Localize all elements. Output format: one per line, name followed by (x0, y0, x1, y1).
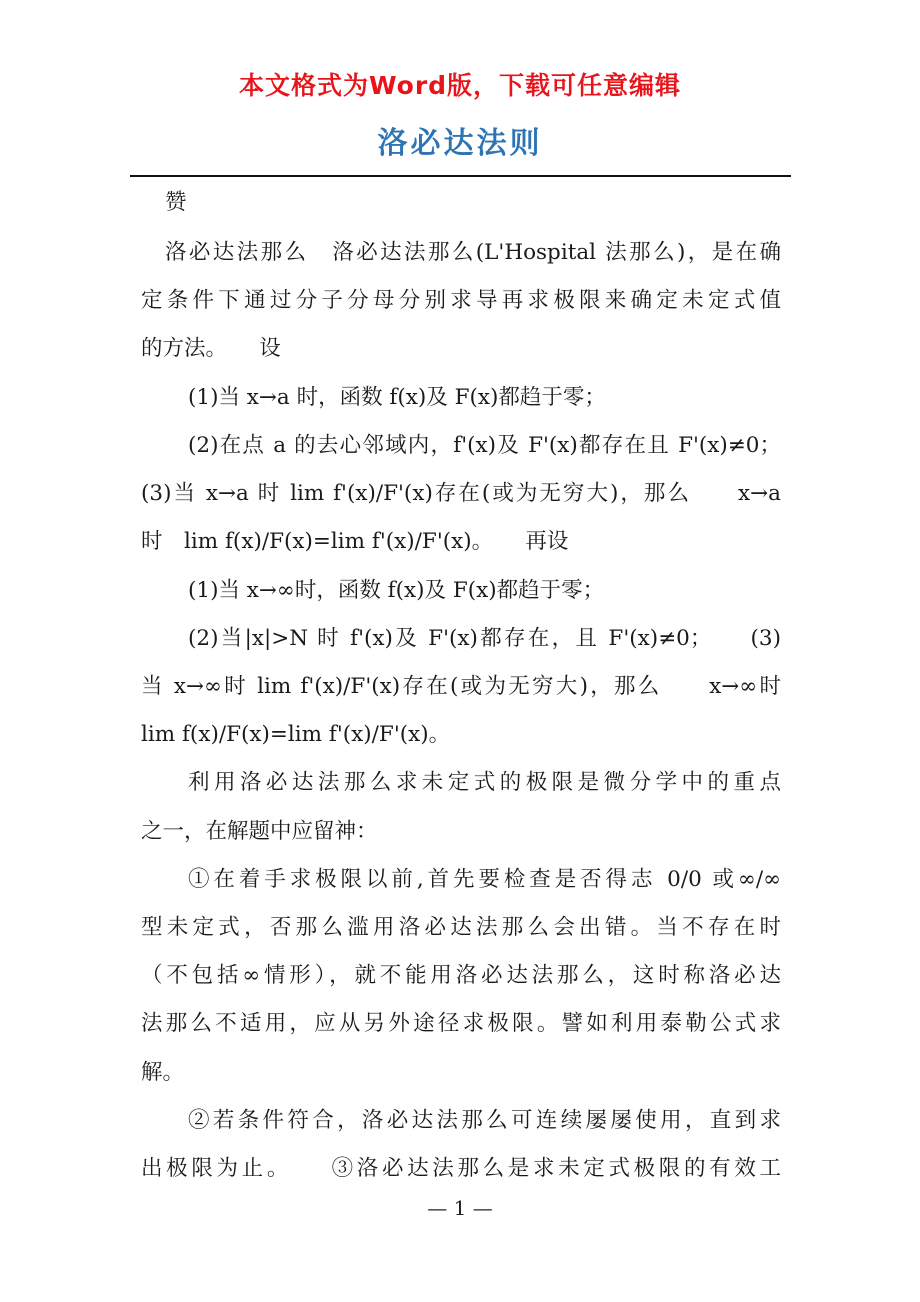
document-title: 洛必达法则 (377, 126, 543, 161)
paragraph-line: 型未定式，否那么滥用洛必达法那么会出错。当不存在时 (141, 915, 781, 940)
paragraph-line: ②若条件符合，洛必达法那么可连续屡屡使用，直到求 (188, 1108, 781, 1133)
paragraph-line: (2)在点 a 的去心邻域内，f'(x)及 F'(x)都存在且 F'(x)≠0； (188, 433, 781, 458)
paragraph-line: 出极限为止。 ③洛必达法那么是求未定式极限的有效工 (141, 1156, 781, 1181)
paragraph-line: 解。 (141, 1060, 185, 1085)
paragraph-line: 定条件下通过分子分母分别求导再求极限来确定未定式值 (141, 288, 781, 313)
paragraph-line: 之一，在解题中应留神： (141, 819, 378, 844)
paragraph-line: (3)当 x→a 时 lim f'(x)/F'(x)存在(或为无穷大)，那么 x→a (141, 481, 781, 506)
page-number: — 1 — (427, 1196, 493, 1220)
format-banner: 本文格式为Word版，下载可任意编辑 (238, 71, 682, 100)
paragraph-line: 法那么不适用，应从另外途径求极限。譬如利用泰勒公式求 (141, 1011, 781, 1036)
paragraph-line: (1)当 x→∞时，函数 f(x)及 F(x)都趋于零； (188, 578, 605, 603)
paragraph-line: 的方法。 设 (141, 336, 281, 361)
paragraph-line: lim f(x)/F(x)=lim f'(x)/F'(x)。 (141, 722, 451, 747)
paragraph-line: (2)当|x|>N 时 f'(x)及 F'(x)都存在，且 F'(x)≠0； (3) (188, 626, 781, 651)
paragraph-line: 洛必达法那么 洛必达法那么(L'Hospital 法那么)，是在确 (165, 240, 781, 265)
paragraph-line: （不包括∞情形），就不能用洛必达法那么，这时称洛必达 (141, 963, 781, 988)
paragraph-line: 利用洛必达法那么求未定式的极限是微分学中的重点 (188, 770, 781, 795)
paragraph-line: 赞 (165, 190, 187, 215)
paragraph-line: 当 x→∞时 lim f'(x)/F'(x)存在(或为无穷大)，那么 x→∞时 (141, 674, 781, 699)
header-divider (130, 175, 791, 177)
paragraph-line: 时 lim f(x)/F(x)=lim f'(x)/F'(x)。 再设 (141, 529, 569, 554)
paragraph-line: ①在着手求极限以前,首先要检查是否得志 0/0 或∞/∞ (188, 867, 781, 892)
paragraph-line: (1)当 x→a 时，函数 f(x)及 F(x)都趋于零； (188, 385, 606, 410)
